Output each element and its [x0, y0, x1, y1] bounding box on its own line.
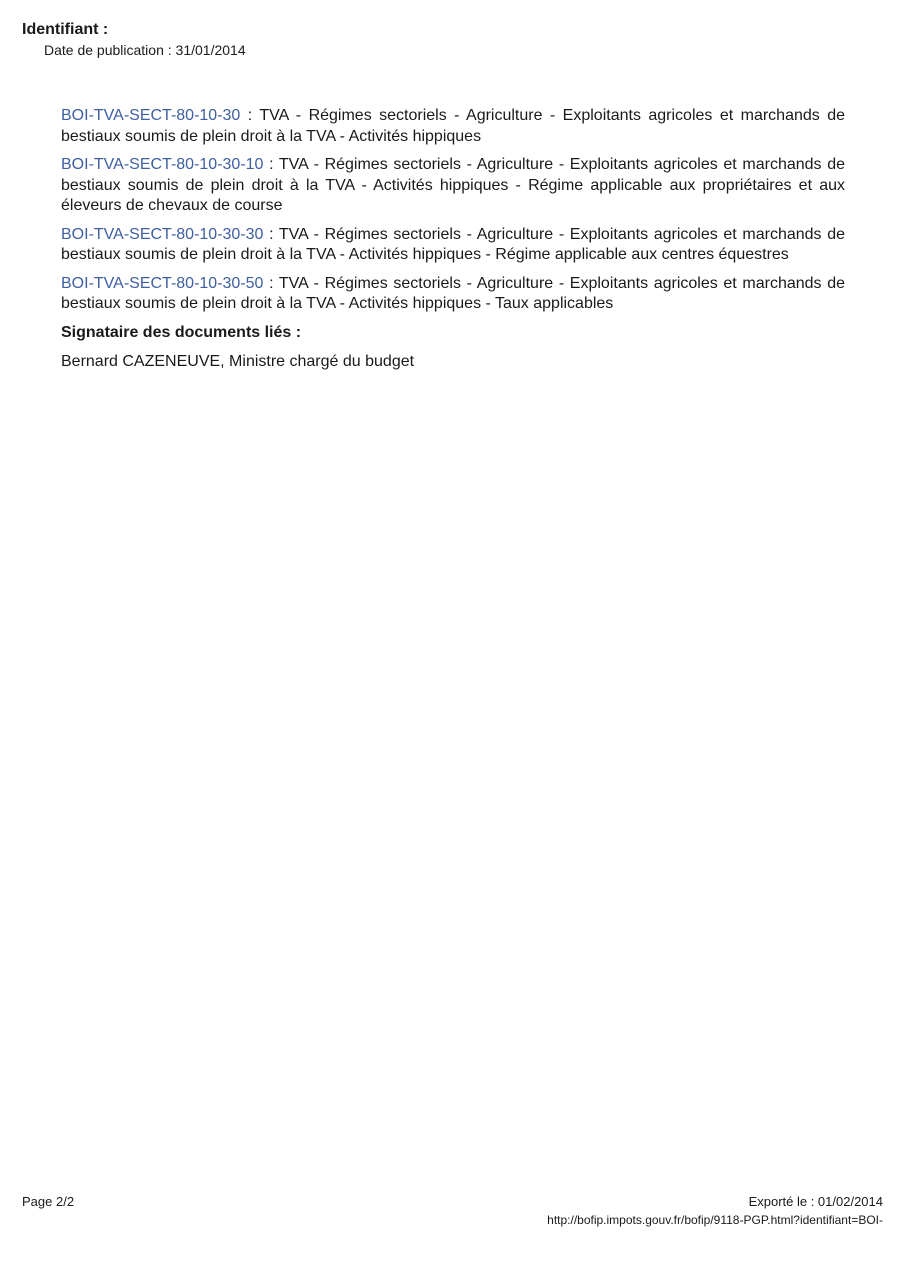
signataire-name: Bernard CAZENEUVE, Ministre chargé du budget [61, 352, 415, 370]
list-item [61, 106, 845, 147]
list-item [61, 274, 845, 315]
doc-link-boi-tva-sect-80-10-30-10[interactable]: BOI-TVA-SECT-80-10-30-10 [61, 156, 264, 173]
export-date: Exporté le : 01/02/2014 [748, 1194, 883, 1209]
doc-description: : TVA - Régimes sectoriels - Agriculture - Exploitants agricoles et marchands de bestiaux soumis de plein droit à la TVA - Activités hippiques - Régime applicable aux centres équestres [61, 225, 845, 263]
source-url: http://bofip.impots.gouv.fr/bofip/9118-PGP.html?identifiant=BOI- [547, 1213, 883, 1227]
linked-documents [61, 106, 845, 372]
doc-description: : TVA - Régimes sectoriels - Agriculture - Exploitants agricoles et marchands de bestiaux soumis de plein droit à la TVA - Activités hippiques [61, 107, 845, 145]
list-item [61, 155, 845, 217]
publication-date: Date de publication : 31/01/2014 [44, 42, 246, 58]
doc-link-boi-tva-sect-80-10-30[interactable]: BOI-TVA-SECT-80-10-30 [61, 107, 241, 124]
doc-link-boi-tva-sect-80-10-30-50[interactable]: BOI-TVA-SECT-80-10-30-50 [61, 274, 264, 292]
page-number: Page 2/2 [22, 1194, 75, 1209]
identifiant-label: Identifiant : [22, 21, 109, 38]
page-header [22, 20, 246, 59]
doc-link-boi-tva-sect-80-10-30-30[interactable]: BOI-TVA-SECT-80-10-30-30 [61, 225, 264, 243]
signataire-heading: Signataire des documents liés : [61, 323, 302, 341]
doc-description: : TVA - Régimes sectoriels - Agriculture - Exploitants agricoles et marchands de bestiaux soumis de plein droit à la TVA - Activités hippiques - Régime applicable aux propriétaires et aux éleveurs de chevaux de course [61, 156, 845, 214]
list-item [61, 225, 845, 266]
doc-description: : TVA - Régimes sectoriels - Agriculture - Exploitants agricoles et marchands de bestiaux soumis de plein droit à la TVA - Activités hippiques - Taux applicables [61, 274, 845, 312]
